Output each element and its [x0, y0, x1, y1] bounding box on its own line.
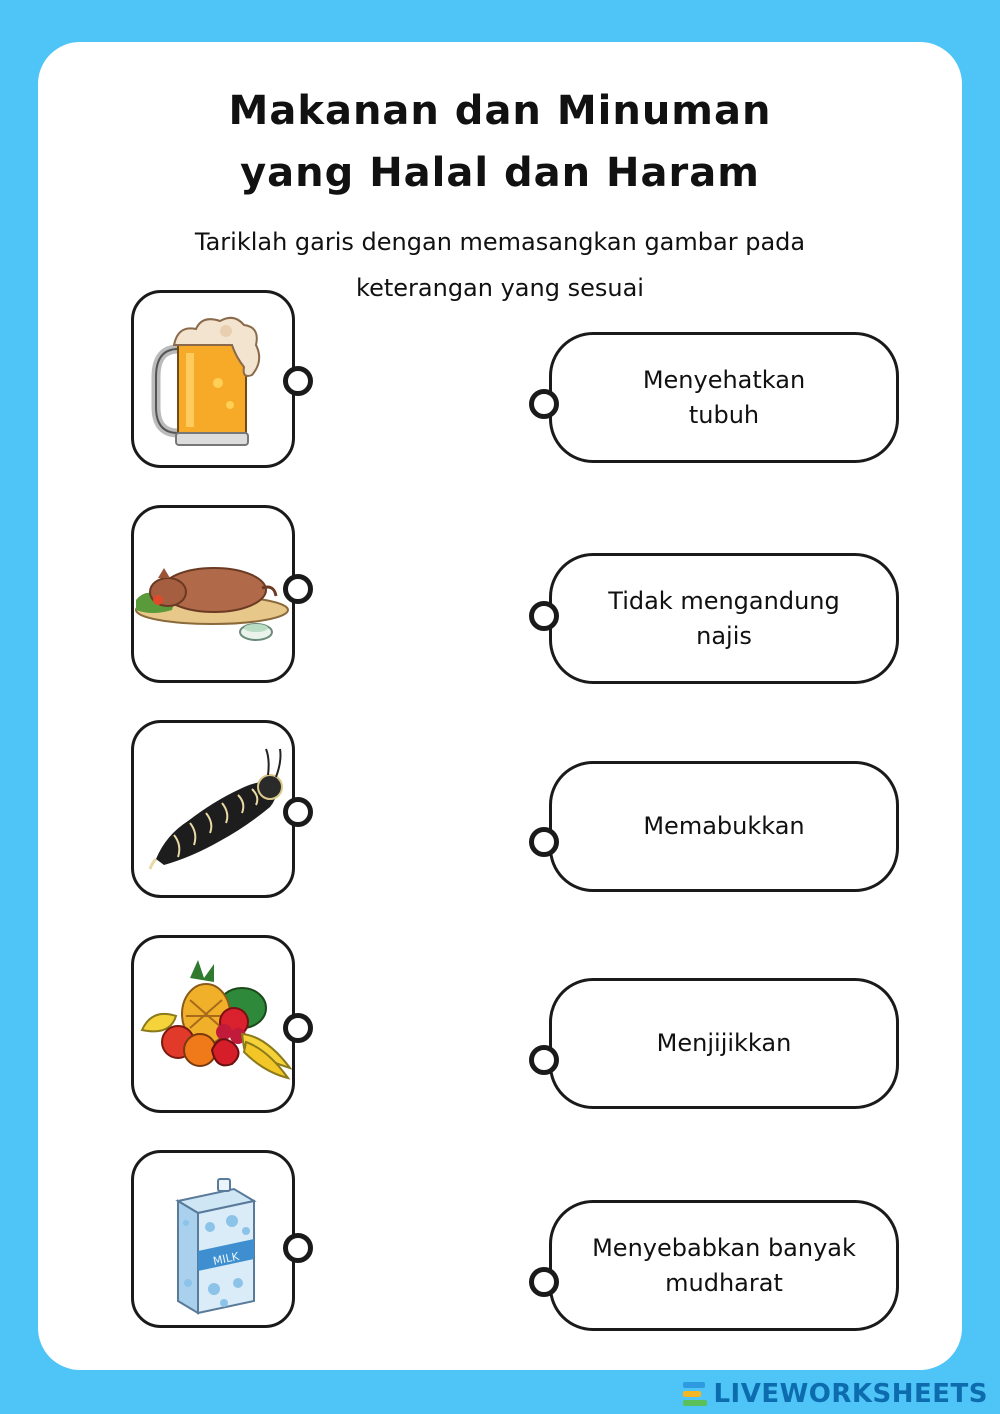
milk-label-text: MILK	[211, 1249, 241, 1268]
label-connector-2[interactable]	[529, 601, 559, 631]
label-box-3	[549, 761, 899, 892]
image-card-beer	[131, 290, 295, 468]
beer-mug-icon	[134, 293, 292, 465]
image-card-caterpillar	[131, 720, 295, 898]
image-connector-fruits[interactable]	[283, 1013, 313, 1043]
caterpillar-icon	[134, 723, 292, 895]
label-5-line-1: Menyebabkan banyak	[592, 1233, 856, 1262]
label-3-line-1: Memabukkan	[643, 812, 805, 840]
title-line-2: yang Halal dan Haram	[240, 150, 760, 196]
image-card-pig	[131, 505, 295, 683]
fruit-basket-icon	[134, 938, 292, 1110]
image-connector-beer[interactable]	[283, 366, 313, 396]
label-2-line-1: Tidak mengandung	[608, 586, 840, 615]
label-2-line-2: najis	[696, 621, 752, 650]
label-connector-4[interactable]	[529, 1045, 559, 1075]
roast-pig-icon	[134, 508, 292, 680]
label-box-1	[549, 332, 899, 463]
label-box-2	[549, 553, 899, 684]
image-connector-pig[interactable]	[283, 574, 313, 604]
liveworksheets-brand	[683, 1380, 988, 1408]
label-1-line-1: Menyehatkan	[642, 365, 806, 394]
image-card-milk	[131, 1150, 295, 1328]
image-card-fruits	[131, 935, 295, 1113]
label-box-4	[549, 978, 899, 1109]
label-4-line-1: Menjijikkan	[656, 1029, 792, 1057]
label-5-line-2: mudharat	[665, 1268, 783, 1297]
label-connector-3[interactable]	[529, 827, 559, 857]
label-box-5	[549, 1200, 899, 1331]
instruction-line-1: Tariklah garis dengan memasangkan gambar pada	[194, 228, 806, 256]
liveworksheets-logo-icon	[683, 1382, 709, 1406]
image-connector-caterpillar[interactable]	[283, 797, 313, 827]
title-line-1: Makanan dan Minuman	[228, 88, 772, 134]
instruction-line-2: keterangan yang sesuai	[356, 274, 644, 302]
image-connector-milk[interactable]	[283, 1233, 313, 1263]
label-connector-1[interactable]	[529, 389, 559, 419]
brand-name: LIVEWORKSHEETS	[713, 1379, 988, 1409]
label-connector-5[interactable]	[529, 1267, 559, 1297]
milk-carton-icon	[134, 1153, 292, 1325]
label-1-line-2: tubuh	[688, 400, 760, 429]
page-title	[0, 80, 1000, 204]
